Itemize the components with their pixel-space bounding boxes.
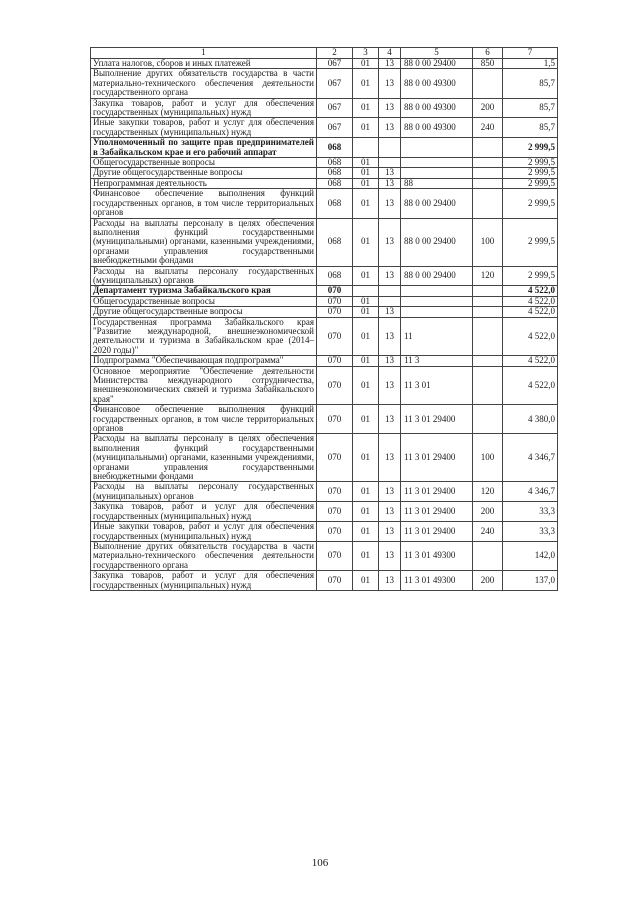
- subsection-code-cell: 13: [379, 307, 401, 317]
- section-code-cell: 01: [353, 69, 379, 98]
- section-code-cell: 01: [353, 218, 379, 266]
- target-article-cell: [401, 286, 473, 296]
- target-article-cell: 11 3 01 29400: [401, 434, 473, 482]
- section-code-cell: 01: [353, 307, 379, 317]
- amount-cell: 85,7: [503, 69, 558, 98]
- ved-code-cell: 070: [317, 482, 353, 502]
- target-article-cell: 11 3 01 49300: [401, 541, 473, 570]
- subsection-code-cell: [379, 138, 401, 158]
- table-row: [91, 286, 558, 296]
- target-article-cell: 11 3 01 29400: [401, 482, 473, 502]
- table-row: [91, 356, 558, 366]
- expense-type-cell: 200: [473, 571, 503, 591]
- amount-cell: 137,0: [503, 571, 558, 591]
- target-article-cell: 88 0 00 49300: [401, 69, 473, 98]
- row-name-cell: Иные закупки товаров, работ и услуг для обеспечения государственных (муниципальных) нужд: [91, 118, 317, 138]
- target-article-cell: [401, 296, 473, 306]
- expense-type-cell: 240: [473, 118, 503, 138]
- row-name-cell: Выполнение других обязательств государства в части материально-технического обеспечения деятельности государственного органа: [91, 69, 317, 98]
- row-name-cell: Уплата налогов, сборов и иных платежей: [91, 59, 317, 69]
- target-article-cell: 88 0 00 29400: [401, 59, 473, 69]
- row-name-cell: Основное мероприятие "Обеспечение деятельности Министерства международного сотрудничества, внешнеэкономических связей и туризма Забайкальского края": [91, 366, 317, 405]
- ved-code-cell: 070: [317, 502, 353, 522]
- section-code-cell: 01: [353, 356, 379, 366]
- expense-type-cell: [473, 286, 503, 296]
- expense-type-cell: 200: [473, 98, 503, 118]
- table-row: [91, 296, 558, 306]
- ved-code-cell: 068: [317, 168, 353, 178]
- amount-cell: 2 999,5: [503, 138, 558, 158]
- subsection-code-cell: 13: [379, 317, 401, 356]
- amount-cell: 2 999,5: [503, 178, 558, 188]
- table-row: [91, 218, 558, 266]
- table-row: [91, 434, 558, 482]
- row-name-cell: Общегосударственные вопросы: [91, 158, 317, 168]
- budget-table: [90, 47, 558, 591]
- section-code-cell: 01: [353, 158, 379, 168]
- expense-type-cell: [473, 366, 503, 405]
- expense-type-cell: 850: [473, 59, 503, 69]
- target-article-cell: 88 0 00 29400: [401, 218, 473, 266]
- header-col-6: 6: [473, 48, 503, 59]
- amount-cell: 2 999,5: [503, 168, 558, 178]
- amount-cell: 142,0: [503, 541, 558, 570]
- expense-type-cell: [473, 168, 503, 178]
- row-name-cell: Другие общегосударственные вопросы: [91, 168, 317, 178]
- ved-code-cell: 070: [317, 356, 353, 366]
- target-article-cell: [401, 307, 473, 317]
- row-name-cell: Расходы на выплаты персоналу государственных (муниципальных) органов: [91, 266, 317, 286]
- section-code-cell: 01: [353, 118, 379, 138]
- expense-type-cell: 100: [473, 218, 503, 266]
- row-name-cell: Государственная программа Забайкальского края "Развитие международной, внешнеэкономической деятельности и туризма в Забайкальском крае (2014–2020 годы)": [91, 317, 317, 356]
- amount-cell: 4 522,0: [503, 317, 558, 356]
- subsection-code-cell: 13: [379, 405, 401, 434]
- amount-cell: 4 522,0: [503, 366, 558, 405]
- ved-code-cell: 067: [317, 69, 353, 98]
- table-row: [91, 541, 558, 570]
- subsection-code-cell: 13: [379, 434, 401, 482]
- table-row: [91, 178, 558, 188]
- page-number: 106: [311, 857, 329, 869]
- subsection-code-cell: 13: [379, 178, 401, 188]
- subsection-code-cell: 13: [379, 118, 401, 138]
- ved-code-cell: 068: [317, 158, 353, 168]
- target-article-cell: [401, 168, 473, 178]
- table-body: [91, 59, 558, 591]
- subsection-code-cell: [379, 286, 401, 296]
- target-article-cell: 11 3 01 29400: [401, 405, 473, 434]
- table-row: [91, 158, 558, 168]
- subsection-code-cell: 13: [379, 168, 401, 178]
- target-article-cell: 11 3 01: [401, 366, 473, 405]
- section-code-cell: 01: [353, 168, 379, 178]
- section-code-cell: 01: [353, 482, 379, 502]
- table-row: [91, 307, 558, 317]
- subsection-code-cell: 13: [379, 502, 401, 522]
- amount-cell: 2 999,5: [503, 266, 558, 286]
- row-name-cell: Выполнение других обязательств государства в части материально-технического обеспечения деятельности государственного органа: [91, 541, 317, 570]
- row-name-cell: Закупка товаров, работ и услуг для обеспечения государственных (муниципальных) нужд: [91, 571, 317, 591]
- row-name-cell: Общегосударственные вопросы: [91, 296, 317, 306]
- row-name-cell: Уполномоченный по защите прав предпринимателей в Забайкальском крае и его рабочий аппарат: [91, 138, 317, 158]
- subsection-code-cell: 13: [379, 266, 401, 286]
- subsection-code-cell: 13: [379, 69, 401, 98]
- row-name-cell: Расходы на выплаты персоналу государственных (муниципальных) органов: [91, 482, 317, 502]
- subsection-code-cell: 13: [379, 366, 401, 405]
- amount-cell: 4 522,0: [503, 296, 558, 306]
- ved-code-cell: 070: [317, 296, 353, 306]
- table-row: [91, 482, 558, 502]
- ved-code-cell: 067: [317, 118, 353, 138]
- table-row: [91, 405, 558, 434]
- row-name-cell: Подпрограмма "Обеспечивающая подпрограмма": [91, 356, 317, 366]
- ved-code-cell: 068: [317, 178, 353, 188]
- table-header-row: [91, 48, 558, 59]
- table-row: [91, 502, 558, 522]
- row-name-cell: Другие общегосударственные вопросы: [91, 307, 317, 317]
- ved-code-cell: 070: [317, 366, 353, 405]
- expense-type-cell: 100: [473, 434, 503, 482]
- subsection-code-cell: 13: [379, 482, 401, 502]
- subsection-code-cell: 13: [379, 59, 401, 69]
- row-name-cell: Закупка товаров, работ и услуг для обеспечения государственных (муниципальных) нужд: [91, 98, 317, 118]
- ved-code-cell: 070: [317, 317, 353, 356]
- section-code-cell: 01: [353, 317, 379, 356]
- table-row: [91, 168, 558, 178]
- amount-cell: 4 522,0: [503, 356, 558, 366]
- table-row: [91, 317, 558, 356]
- expense-type-cell: [473, 405, 503, 434]
- amount-cell: 2 999,5: [503, 218, 558, 266]
- ved-code-cell: 068: [317, 266, 353, 286]
- amount-cell: 4 380,0: [503, 405, 558, 434]
- table-row: [91, 69, 558, 98]
- expense-type-cell: 120: [473, 266, 503, 286]
- expense-type-cell: [473, 356, 503, 366]
- header-col-7: 7: [503, 48, 558, 59]
- target-article-cell: [401, 158, 473, 168]
- ved-code-cell: 068: [317, 218, 353, 266]
- table-row: [91, 118, 558, 138]
- section-code-cell: 01: [353, 266, 379, 286]
- amount-cell: 4 522,0: [503, 286, 558, 296]
- expense-type-cell: [473, 158, 503, 168]
- ved-code-cell: 068: [317, 138, 353, 158]
- section-code-cell: 01: [353, 571, 379, 591]
- table-row: [91, 189, 558, 218]
- expense-type-cell: 240: [473, 522, 503, 542]
- target-article-cell: 88: [401, 178, 473, 188]
- expense-type-cell: [473, 69, 503, 98]
- expense-type-cell: [473, 541, 503, 570]
- subsection-code-cell: 13: [379, 522, 401, 542]
- expense-type-cell: [473, 178, 503, 188]
- subsection-code-cell: 13: [379, 571, 401, 591]
- section-code-cell: 01: [353, 59, 379, 69]
- table-row: [91, 366, 558, 405]
- subsection-code-cell: 13: [379, 218, 401, 266]
- amount-cell: 4 346,7: [503, 482, 558, 502]
- target-article-cell: 11: [401, 317, 473, 356]
- subsection-code-cell: 13: [379, 189, 401, 218]
- amount-cell: 85,7: [503, 98, 558, 118]
- target-article-cell: 88 0 00 29400: [401, 189, 473, 218]
- ved-code-cell: 070: [317, 286, 353, 296]
- ved-code-cell: 070: [317, 405, 353, 434]
- table-row: [91, 138, 558, 158]
- row-name-cell: Расходы на выплаты персоналу в целях обеспечения выполнения функций государственными (муниципальными) органами, казенными учреждениями, органами управления государственными внебюджетными фондами: [91, 218, 317, 266]
- expense-type-cell: 200: [473, 502, 503, 522]
- header-col-5: 5: [401, 48, 473, 59]
- target-article-cell: 88 0 00 49300: [401, 98, 473, 118]
- target-article-cell: 11 3: [401, 356, 473, 366]
- amount-cell: 2 999,5: [503, 158, 558, 168]
- subsection-code-cell: 13: [379, 98, 401, 118]
- amount-cell: 33,3: [503, 502, 558, 522]
- row-name-cell: Закупка товаров, работ и услуг для обеспечения государственных (муниципальных) нужд: [91, 502, 317, 522]
- section-code-cell: 01: [353, 178, 379, 188]
- subsection-code-cell: [379, 158, 401, 168]
- amount-cell: 1,5: [503, 59, 558, 69]
- amount-cell: 2 999,5: [503, 189, 558, 218]
- expense-type-cell: [473, 317, 503, 356]
- expense-type-cell: [473, 307, 503, 317]
- row-name-cell: Финансовое обеспечение выполнения функций государственных органов, в том числе территориальных органов: [91, 405, 317, 434]
- expense-type-cell: [473, 189, 503, 218]
- expense-type-cell: 120: [473, 482, 503, 502]
- subsection-code-cell: 13: [379, 356, 401, 366]
- section-code-cell: 01: [353, 522, 379, 542]
- section-code-cell: [353, 286, 379, 296]
- header-col-1: 1: [91, 48, 317, 59]
- ved-code-cell: 070: [317, 307, 353, 317]
- target-article-cell: 11 3 01 29400: [401, 522, 473, 542]
- row-name-cell: Финансовое обеспечение выполнения функций государственных органов, в том числе территориальных органов: [91, 189, 317, 218]
- target-article-cell: 88 0 00 29400: [401, 266, 473, 286]
- ved-code-cell: 068: [317, 189, 353, 218]
- section-code-cell: 01: [353, 434, 379, 482]
- table-row: [91, 266, 558, 286]
- target-article-cell: [401, 138, 473, 158]
- amount-cell: 33,3: [503, 522, 558, 542]
- row-name-cell: Расходы на выплаты персоналу в целях обеспечения выполнения функций государственными (муниципальными) органами, казенными учреждениями, органами управления государственными внебюджетными фондами: [91, 434, 317, 482]
- ved-code-cell: 067: [317, 98, 353, 118]
- table-row: [91, 522, 558, 542]
- header-col-4: 4: [379, 48, 401, 59]
- section-code-cell: [353, 138, 379, 158]
- target-article-cell: 11 3 01 29400: [401, 502, 473, 522]
- row-name-cell: Непрограммная деятельность: [91, 178, 317, 188]
- section-code-cell: 01: [353, 405, 379, 434]
- row-name-cell: Департамент туризма Забайкальского края: [91, 286, 317, 296]
- target-article-cell: 11 3 01 49300: [401, 571, 473, 591]
- target-article-cell: 88 0 00 49300: [401, 118, 473, 138]
- subsection-code-cell: [379, 296, 401, 306]
- ved-code-cell: 070: [317, 434, 353, 482]
- subsection-code-cell: 13: [379, 541, 401, 570]
- section-code-cell: 01: [353, 296, 379, 306]
- table-row: [91, 571, 558, 591]
- table-row: [91, 59, 558, 69]
- section-code-cell: 01: [353, 541, 379, 570]
- expense-type-cell: [473, 138, 503, 158]
- row-name-cell: Иные закупки товаров, работ и услуг для обеспечения государственных (муниципальных) нужд: [91, 522, 317, 542]
- header-col-3: 3: [353, 48, 379, 59]
- section-code-cell: 01: [353, 366, 379, 405]
- header-col-2: 2: [317, 48, 353, 59]
- amount-cell: 85,7: [503, 118, 558, 138]
- ved-code-cell: 070: [317, 522, 353, 542]
- ved-code-cell: 067: [317, 59, 353, 69]
- expense-type-cell: [473, 296, 503, 306]
- table-row: [91, 98, 558, 118]
- section-code-cell: 01: [353, 98, 379, 118]
- ved-code-cell: 070: [317, 571, 353, 591]
- section-code-cell: 01: [353, 502, 379, 522]
- ved-code-cell: 070: [317, 541, 353, 570]
- amount-cell: 4 346,7: [503, 434, 558, 482]
- section-code-cell: 01: [353, 189, 379, 218]
- amount-cell: 4 522,0: [503, 307, 558, 317]
